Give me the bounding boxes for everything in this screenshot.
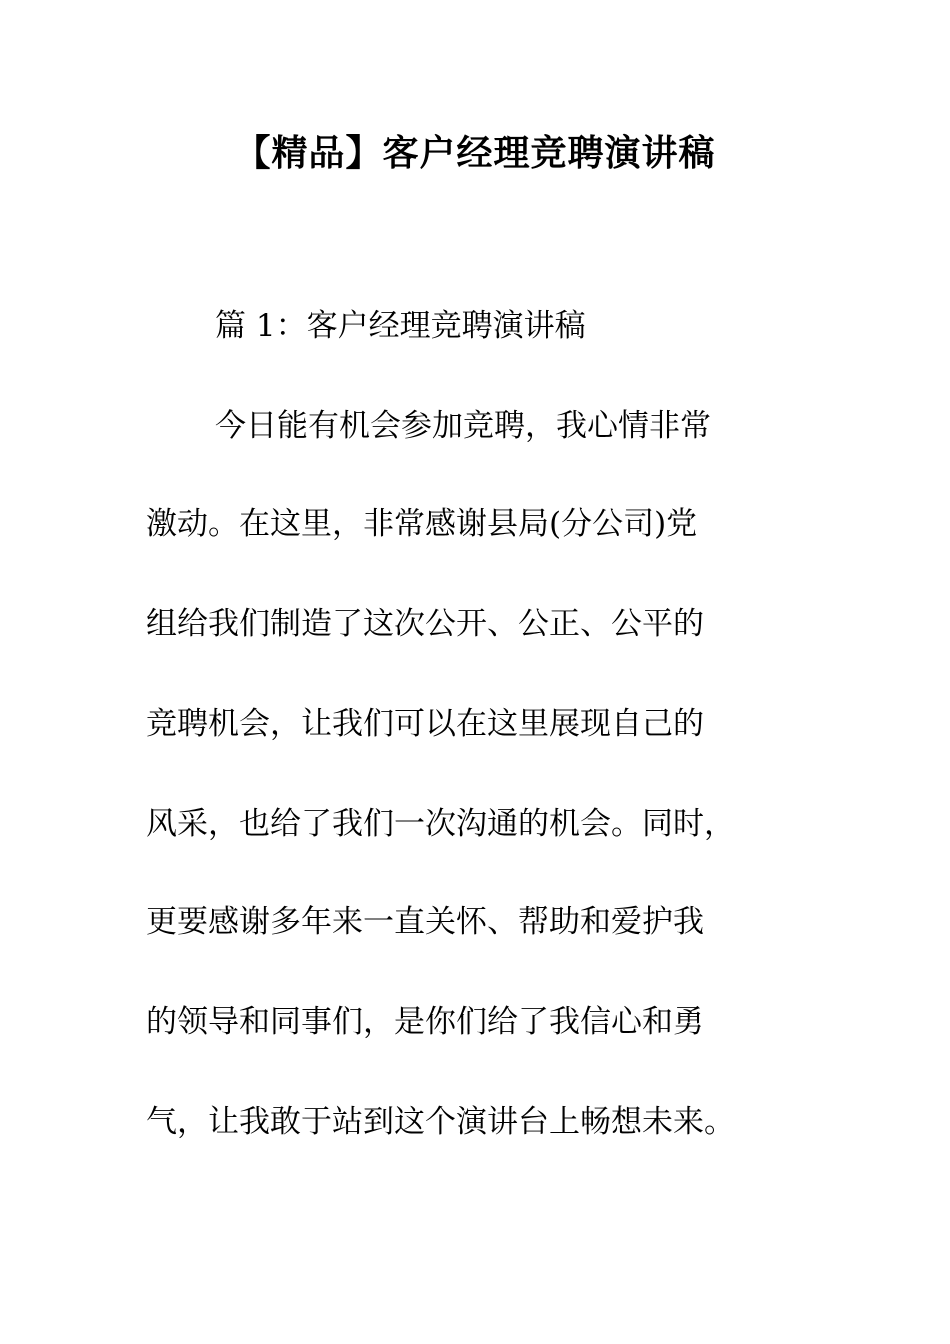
paragraph-line: 气，让我敢于站到这个演讲台上畅想未来。: [146, 1104, 735, 1140]
paragraph-line: 激动。在这里，非常感谢县局(分公司)党: [146, 506, 698, 542]
paragraph-line: 竞聘机会，让我们可以在这里展现自己的: [146, 706, 704, 742]
paragraph-line: 今日能有机会参加竞聘，我心情非常: [215, 408, 711, 444]
section-heading: 篇 1：客户经理竞聘演讲稿: [215, 308, 586, 344]
paragraph-line: 更要感谢多年来一直关怀、帮助和爱护我: [146, 904, 704, 940]
paragraph-line: 的领导和同事们，是你们给了我信心和勇: [146, 1004, 704, 1040]
paragraph-line: 风采，也给了我们一次沟通的机会。同时，: [146, 806, 735, 842]
document-title: 【精品】客户经理竞聘演讲稿: [234, 133, 716, 174]
paragraph-line: 组给我们制造了这次公开、公正、公平的: [146, 606, 704, 642]
